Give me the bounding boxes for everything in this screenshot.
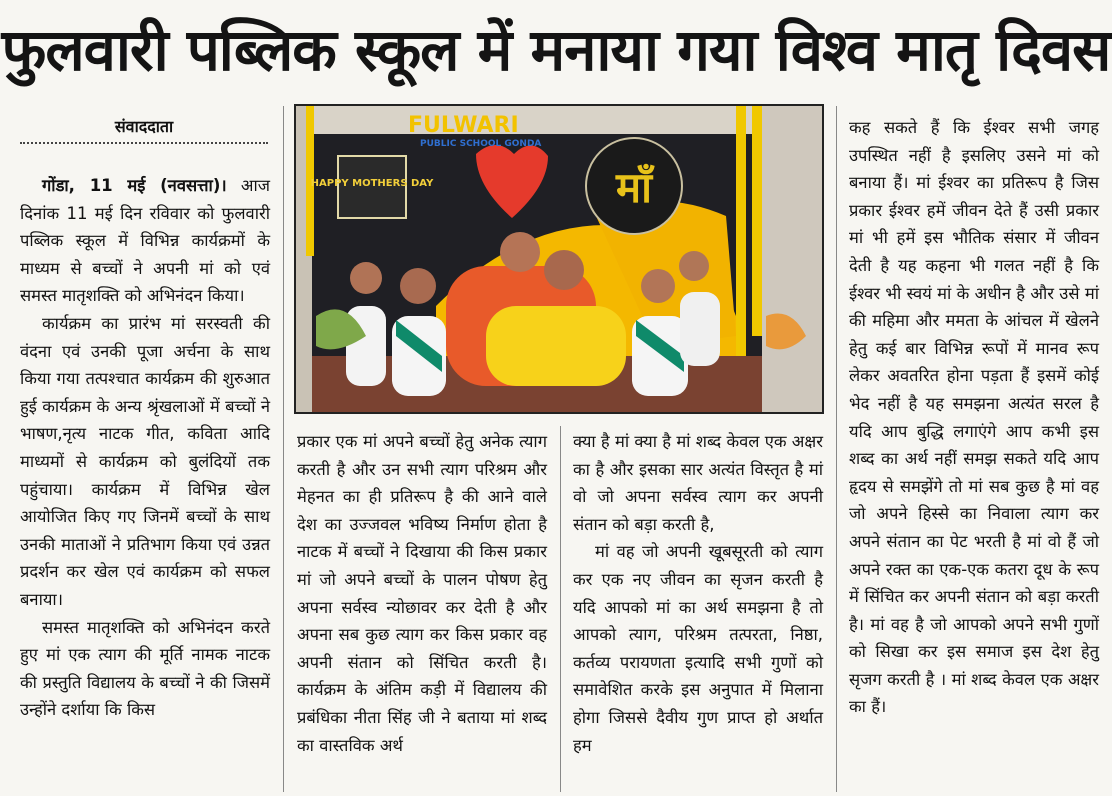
photo-banner-sub: PUBLIC SCHOOL GONDA <box>420 139 542 149</box>
col2-paragraph-1: प्रकार एक मां अपने बच्चों हेतु अनेक त्याग करती है और उन सभी त्याग परिश्रम और मेहनत का ही प्रतिरूप है की आने वाले देश का उज्जवल भविष्य निर्माण होता है नाटक में बच्चों ने दिखाया की किस प्रकार मां जो अपने बच्चों के पालन पोषण हेतु अपना सर्वस्व न्योछावर कर देती है और अपना सब कुछ त्याग कर किस प्रकार वह अपनी संतान को सिंचित करती है। कार्यक्रम के अंतिम कड़ी में विद्यालय की प्रबंधिका नीता सिंह जी ने बताया मां शब्द का वास्तविक अर्थ <box>297 432 547 755</box>
column-1 <box>20 172 270 724</box>
col3-paragraph-1: क्या है मां क्या है मां शब्द केवल एक अक्षर का है और इसका सार अत्यंत विस्तृत है मां वो जो अपना सर्वस्व त्याग कर अपनी संतान को बड़ा करती है, <box>573 432 823 534</box>
photo-board-text: HAPPY MOTHERS DAY <box>310 178 434 189</box>
column-3 <box>573 428 823 759</box>
photo-emblem-text: माँ <box>616 163 652 212</box>
column-divider <box>283 106 284 792</box>
byline: संवाददाता <box>20 112 268 144</box>
col1-paragraph-3: समस्त मातृशक्ति को अभिनंदन करते हुए मां एक त्याग की मूर्ति नामक नाटक की प्रस्तुति विद्यालय के बच्चों ने की जिसमें उन्होंने दर्शाया कि किस <box>20 617 270 720</box>
column-2 <box>297 428 547 759</box>
event-photo <box>294 104 824 414</box>
dateline: गोंडा, 11 मई (नवसत्ता)। <box>42 176 227 195</box>
column-divider <box>836 106 837 792</box>
col1-p1-text: आज दिनांक 11 मई दिन रविवार को फुलवारी पब्लिक स्कूल में विभिन्न कार्यक्रमों के माध्यम से बच्चों ने अपनी मां को एवं समस्त मातृशक्ति को अभिनंदन किया। <box>20 176 271 306</box>
photo-banner-school: FULWARI <box>408 113 519 138</box>
column-4 <box>849 114 1099 721</box>
photo-illustration <box>296 106 822 412</box>
col1-paragraph-2: कार्यक्रम का प्रारंभ मां सरस्वती की वंदना एवं उनकी पूजा अर्चना के साथ किया गया तत्पश्चात कार्यक्रम की शुरुआत हुई कार्यक्रम के अन्य श्रृंखलाओं में बच्चों ने भाषण,नृत्य नाटक गीत, कविता आदि माध्यमों से कार्यक्रम को बुलंदियों तक पहुंचाया। कार्यक्रम में विभिन्न खेल आयोजित किए गए जिनमें बच्चों के साथ उनकी माताओं ने प्रतिभाग किया एवं उन्नत प्रदर्शन कर खेल एवं कार्यक्रम को सफल बनाया। <box>20 313 270 609</box>
col1-paragraph-1 <box>20 172 270 310</box>
col3-paragraph-2: मां वह जो अपनी खूबसूरती को त्याग कर एक नए जीवन का सृजन करती है यदि आपको मां का अर्थ समझना है तो आपको त्याग, परिश्रम तत्परता, निष्ठा, कर्तव्य परायणता इत्यादि सभी गुणों को समावेशित करके इस अनुपात में मिलाना होगा जिससे दैवीय गुण प्राप्त हो अर्थात हम <box>573 542 823 755</box>
headline: फुलवारी पब्लिक स्कूल में मनाया गया विश्व मातृ दिवस <box>1 16 1111 84</box>
column-divider <box>560 426 561 792</box>
col4-paragraph-1: कह सकते हैं कि ईश्वर सभी जगह उपस्थित नहीं है इसलिए उसने मां को बनाया हैं। मां ईश्वर का प्रतिरूप है जिस प्रकार ईश्वर हमें जीवन देते हैं उसी प्रकार मां भी हमें इस भौतिक संसार में जीवन देती है यह कहना भी गलत नहीं है कि ईश्वर भी स्वयं मां के अधीन है और उसे मां की महिमा और ममता के आंचल में खेलने हेतु कई बार विभिन्न रूपों में मानव रूप लेकर अवतरित होना पड़ता हैं इसमें कोई भेद नहीं है यह समझना अत्यंत सरल है यदि आप बुद्धि लगाएंगे आप कभी इस शब्द का अर्थ नहीं समझ सकते यदि आप हृदय से समझेंगे तो मां सब कुछ है मां वह जो अपने हिस्से का निवाला त्याग कर अपने संतान का पेट भरती है मां वो हैं जो अपने रक्त का एक-एक कतरा दूध के रूप में सिंचित कर अपनी संतान को बड़ा करती है। मां वह है जो आपको अपने सभी गुणों को सिखा कर इस समाज इस देश हेतु सृजग करती है । मां शब्द केवल एक अक्षर का हैं। <box>849 118 1099 717</box>
